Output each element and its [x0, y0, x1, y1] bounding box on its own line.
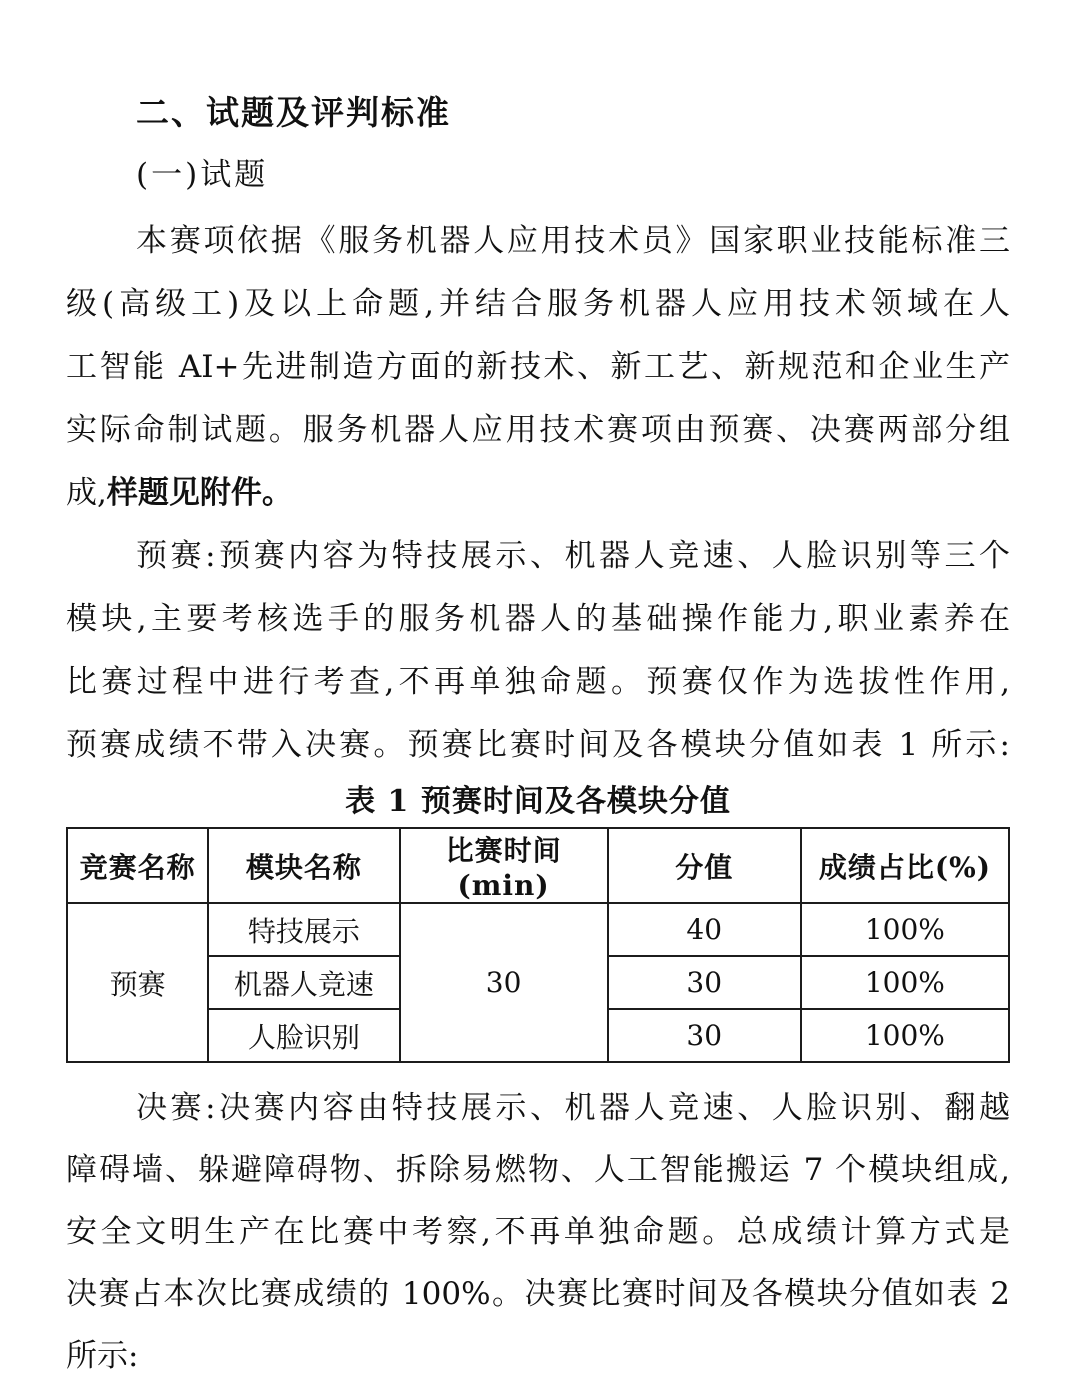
cell-module: 机器人竞速: [208, 956, 399, 1009]
cell-ratio: 100%: [801, 903, 1009, 956]
cell-time: 30: [400, 903, 608, 1062]
text-line: 预赛成绩不带入决赛。预赛比赛时间及各模块分值如表 1 所示:: [66, 727, 1010, 763]
cell-score: 30: [608, 1009, 801, 1062]
paragraph-preliminary: [66, 525, 1010, 777]
header-score: 分值: [608, 828, 801, 903]
cell-module: 特技展示: [208, 903, 399, 956]
preliminary-score-table: [66, 827, 1010, 1063]
text-line: 决赛占本次比赛成绩的 100%。决赛比赛时间及各模块分值如表 2: [66, 1276, 1010, 1312]
text-line: 本赛项依据《服务机器人应用技术员》国家职业技能标准三: [136, 223, 1010, 259]
section-heading: (一)试题: [136, 157, 269, 193]
header-module-name: 模块名称: [208, 828, 399, 903]
table-caption: 表 1 预赛时间及各模块分值: [345, 784, 731, 819]
header-ratio: 成绩占比(%): [801, 828, 1009, 903]
cell-ratio: 100%: [801, 956, 1009, 1009]
header-competition-name: 竞赛名称: [67, 828, 208, 903]
table-header-row: [67, 828, 1009, 903]
text-line: 预赛:预赛内容为特技展示、机器人竞速、人脸识别等三个: [136, 538, 1010, 574]
text-line: 工智能 AI+先进制造方面的新技术、新工艺、新规范和企业生产: [66, 349, 1010, 385]
cell-competition-name: 预赛: [67, 903, 208, 1062]
text-run: 成,: [66, 475, 107, 511]
main-heading: 二、试题及评判标准: [136, 93, 451, 132]
text-line: 决赛:决赛内容由特技展示、机器人竞速、人脸识别、翻越: [136, 1090, 1010, 1126]
text-line: [66, 462, 1010, 525]
text-line: 模块,主要考核选手的服务机器人的基础操作能力,职业素养在: [66, 601, 1010, 637]
cell-ratio: 100%: [801, 1009, 1009, 1062]
text-line: 级(高级工)及以上命题,并结合服务机器人应用技术领域在人: [66, 286, 1010, 322]
text-line: 安全文明生产在比赛中考察,不再单独命题。总成绩计算方式是: [66, 1214, 1010, 1250]
cell-score: 30: [608, 956, 801, 1009]
cell-module: 人脸识别: [208, 1009, 399, 1062]
text-line: 实际命制试题。服务机器人应用技术赛项由预赛、决赛两部分组: [66, 412, 1010, 448]
text-line: 比赛过程中进行考查,不再单独命题。预赛仅作为选拔性作用,: [66, 664, 1010, 700]
paragraph-final: [66, 1077, 1010, 1387]
paragraph-intro: [66, 210, 1010, 525]
header-time: 比赛时间(min): [400, 828, 608, 903]
text-run-bold: 样题见附件。: [106, 475, 293, 511]
cell-score: 40: [608, 903, 801, 956]
text-line: 障碍墙、躲避障碍物、拆除易燃物、人工智能搬运 7 个模块组成,: [66, 1152, 1010, 1188]
document-content: [66, 0, 1010, 1387]
text-line: 所示:: [66, 1338, 139, 1374]
table-row: [67, 903, 1009, 956]
